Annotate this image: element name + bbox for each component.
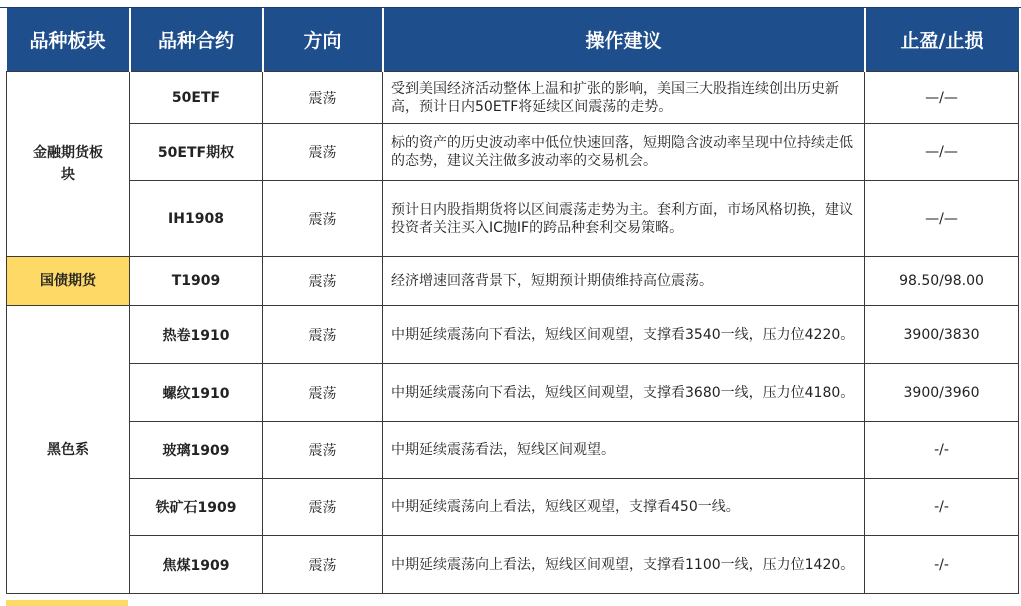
- table-row: [7, 181, 1019, 257]
- direction-cell: 震荡: [263, 422, 383, 479]
- advice-cell: 中期延续震荡向下看法，短线区间观望，支撑看3680一线，压力位4180。: [383, 364, 865, 422]
- top-border: [0, 0, 1021, 8]
- table-row: [7, 306, 1019, 364]
- next-sector-strip: [6, 600, 128, 606]
- sector-finance: [7, 72, 130, 257]
- stop-cell: -/-: [865, 422, 1019, 479]
- stop-cell: —/—: [865, 181, 1019, 257]
- contract-cell: 焦煤1909: [130, 536, 263, 594]
- sector-bond: 国债期货: [7, 257, 130, 306]
- stop-cell: 98.50/98.00: [865, 257, 1019, 306]
- table-row: [7, 72, 1019, 124]
- direction-cell: 震荡: [263, 72, 383, 124]
- stop-cell: 3900/3830: [865, 306, 1019, 364]
- table-row: [7, 479, 1019, 536]
- advice-cell: 中期延续震荡看法，短线区间观望。: [383, 422, 865, 479]
- advice-cell: 预计日内股指期货将以区间震荡走势为主。套利方面，市场风格切换，建议投资者关注买入IC抛IF的跨品种套利交易策略。: [383, 181, 865, 257]
- table-row: [7, 536, 1019, 594]
- contract-cell: 铁矿石1909: [130, 479, 263, 536]
- contract-cell: IH1908: [130, 181, 263, 257]
- table-row: [7, 257, 1019, 306]
- stop-cell: —/—: [865, 124, 1019, 181]
- direction-cell: 震荡: [263, 536, 383, 594]
- header-stop: 止盈/止损: [865, 8, 1019, 72]
- header-contract: 品种合约: [130, 8, 263, 72]
- contract-cell: 螺纹1910: [130, 364, 263, 422]
- header-direction: 方向: [263, 8, 383, 72]
- header-advice: 操作建议: [383, 8, 865, 72]
- advice-cell: 受到美国经济活动整体上温和扩张的影响，美国三大股指连续创出历史新高，预计日内50ETF将延续区间震荡的走势。: [383, 72, 865, 124]
- header-sector: 品种板块: [7, 8, 130, 72]
- direction-cell: 震荡: [263, 257, 383, 306]
- direction-cell: 震荡: [263, 181, 383, 257]
- sector-finance-label: 金融期货板块: [33, 145, 103, 183]
- stop-cell: -/-: [865, 536, 1019, 594]
- contract-cell: 50ETF: [130, 72, 263, 124]
- sector-black: 黑色系: [7, 306, 130, 594]
- table-row: [7, 422, 1019, 479]
- strategy-table: [6, 8, 1019, 594]
- direction-cell: 震荡: [263, 306, 383, 364]
- contract-cell: T1909: [130, 257, 263, 306]
- direction-cell: 震荡: [263, 124, 383, 181]
- advice-cell: 中期延续震荡向下看法，短线区间观望，支撑看3540一线，压力位4220。: [383, 306, 865, 364]
- direction-cell: 震荡: [263, 364, 383, 422]
- contract-cell: 50ETF期权: [130, 124, 263, 181]
- advice-cell: 标的资产的历史波动率中低位快速回落，短期隐含波动率呈现中位持续走低的态势，建议关注做多波动率的交易机会。: [383, 124, 865, 181]
- table-row: [7, 124, 1019, 181]
- advice-cell: 经济增速回落背景下，短期预计期债维持高位震荡。: [383, 257, 865, 306]
- stop-cell: —/—: [865, 72, 1019, 124]
- stop-cell: 3900/3960: [865, 364, 1019, 422]
- contract-cell: 热卷1910: [130, 306, 263, 364]
- direction-cell: 震荡: [263, 479, 383, 536]
- advice-cell: 中期延续震荡向上看法，短线区间观望，支撑看1100一线，压力位1420。: [383, 536, 865, 594]
- contract-cell: 玻璃1909: [130, 422, 263, 479]
- header-row: [7, 8, 1019, 72]
- stop-cell: -/-: [865, 479, 1019, 536]
- table-row: [7, 364, 1019, 422]
- advice-cell: 中期延续震荡向上看法，短线区观望，支撑看450一线。: [383, 479, 865, 536]
